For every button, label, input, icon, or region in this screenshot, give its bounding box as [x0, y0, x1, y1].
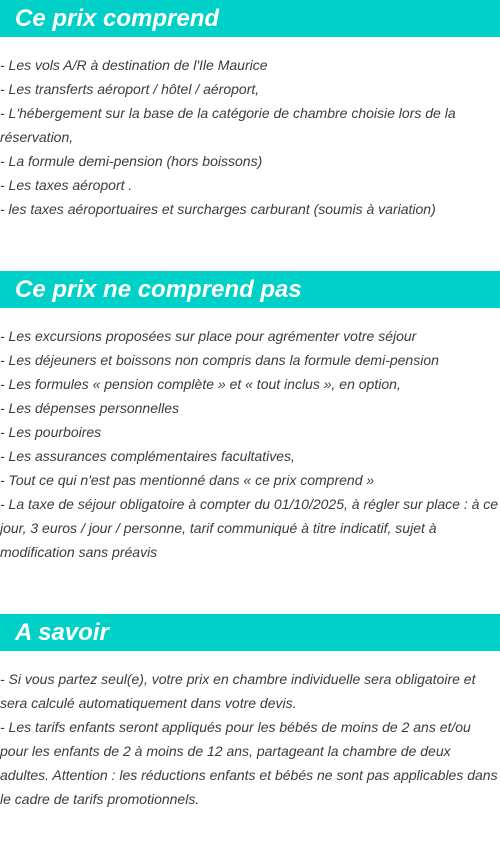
list-item: - Si vous partez seul(e), votre prix en chambre individuelle sera obligatoire et sera calculé automatiquement dans votre devis.	[0, 671, 476, 711]
included-list	[0, 53, 500, 221]
list-item: - les taxes aéroportuaires et surcharges carburant (soumis à variation)	[0, 201, 436, 217]
excluded-list	[0, 324, 500, 564]
list-item: - L'hébergement sur la base de la catégorie de chambre choisie lors de la réservation,	[0, 105, 456, 145]
list-item: - Les assurances complémentaires facultatives,	[0, 448, 295, 464]
list-item: - Les excursions proposées sur place pour agrémenter votre séjour	[0, 328, 417, 344]
list-item: - Les formules « pension complète » et « tout inclus », en option,	[0, 376, 401, 392]
list-item: - Les taxes aéroport .	[0, 177, 133, 193]
section-price-excludes	[0, 271, 500, 564]
info-list	[0, 667, 500, 811]
section-good-to-know	[0, 614, 500, 811]
list-item: - Tout ce qui n'est pas mentionné dans « ce prix comprend »	[0, 472, 375, 488]
section-title: Ce prix ne comprend pas	[0, 271, 500, 308]
list-item: - La formule demi-pension (hors boissons)	[0, 153, 263, 169]
list-item: - Les déjeuners et boissons non compris dans la formule demi-pension	[0, 352, 439, 368]
section-title: A savoir	[0, 614, 500, 651]
list-item: - Les dépenses personnelles	[0, 400, 180, 416]
list-item: - Les vols A/R à destination de l'Ile Maurice	[0, 57, 268, 73]
section-price-includes	[0, 0, 500, 221]
list-item: - La taxe de séjour obligatoire à compter du 01/10/2025, à régler sur place : à ce jour, 3 euros / jour / personne, tarif communiqué à titre indicatif, sujet à modification sans préavis	[0, 496, 499, 560]
list-item: - Les tarifs enfants seront appliqués pour les bébés de moins de 2 ans et/ou pour les enfants de 2 à moins de 12 ans, partageant la chambre de deux adultes. Attention : les réductions enfants et bébés ne sont pas applicables dans le cadre de tarifs promotionnels.	[0, 719, 498, 807]
section-title: Ce prix comprend	[0, 0, 500, 37]
list-item: - Les pourboires	[0, 424, 102, 440]
list-item: - Les transferts aéroport / hôtel / aéroport,	[0, 81, 260, 97]
